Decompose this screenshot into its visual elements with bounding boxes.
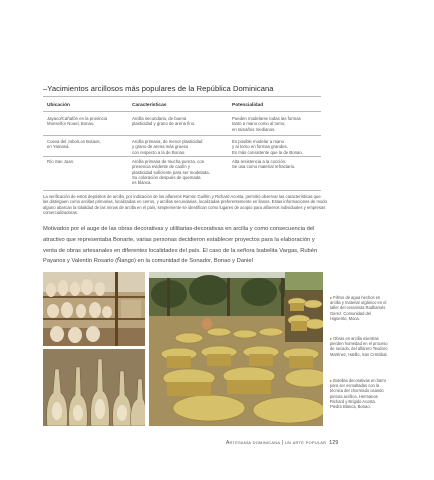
table-header-rule — [43, 111, 321, 112]
page-number: 129 — [329, 440, 339, 446]
photo-decorative-bottles — [43, 349, 145, 426]
table-row-rule — [43, 156, 321, 157]
table-footnote: La verificación de estos depósitos de arcilla, por indicación de los alfareros Ramón Guillén y Richard Acosta, permitió observar las características que las distinguen como arcillas primarias, localizadas en cerros, y arcillas secundarias, localizadas preferentemente en llanos. Estas informaciones de modo alguno abarcan la totalidad de las minas de arcilla en el país, simplemente se identifican como lugares de acopio para alfareros individuales y empresas comercializadoras. — [43, 194, 327, 216]
title-rule — [43, 96, 321, 97]
table-cell-potential: Pueden modelarse todas las formas tanto a mano como al torno, en tamaños medianos. — [232, 116, 301, 132]
section-title: –Yacimientos arcillosos más populares de la República Dominicana — [43, 84, 274, 93]
table-cell-location: Cueva del Jobo/Los Botaos, en Yamasá. — [47, 139, 101, 150]
page-footer — [226, 440, 338, 446]
table-cell-features: Arcilla primaria de mucha pureza, con presencia evidente de caolín y plasticidad suficiente para ser modelada. Su coloración después de quemada es blanca. — [132, 159, 210, 186]
footer-separator: | — [281, 440, 284, 446]
table-cell-potential: Alta resistencia a la cocción. Se usa como material refractario. — [232, 159, 296, 170]
photo-caption: ▸Botellas decorativas en barro para ser esmaltadas con la técnica del chorreado usando pintura acrílica. Hermanos Richard y Brígido Acosta. Piedra Blanca, Bonao. — [330, 378, 387, 410]
table-cell-features: Arcilla primaria, de menor plasticidad y grano de arena más grueso con respecto a la de Bonao. — [132, 139, 203, 155]
photo-drying-pots — [285, 272, 323, 342]
footer-subtitle: un arte popular — [284, 440, 327, 446]
photo-caption: ▸Obras en arcilla mientras pierden humedad en el proceso de secado, del alfarero Teodoro Martínez, Hatillo, San Cristóbal. — [330, 336, 388, 357]
table-row-rule — [43, 135, 321, 136]
table-header-potential: Potencialidad — [232, 103, 264, 108]
body-paragraph: Motivados por el auge de las obras decorativas y utilitarias-decorativas en arcilla y como consecuencia del atractivo que representaba Bonarte, varias personas decidieron establecer proyectos para la elaboración y venta de obras artesanales en diferentes localidades del país. El caso de la señora Isabelita Vargas, Rubén Payanos y Valentín Rosario (Ñango) en la comunidad de Sonador, Bonao y Daniel — [43, 226, 318, 265]
table-cell-features: Arcilla secundaria, de buena plasticidad y grano de arena fino. — [132, 116, 196, 127]
table-bottom-rule — [43, 190, 321, 191]
triangle-right-icon: ▸ — [330, 336, 333, 341]
table-header-features: Características — [132, 103, 167, 108]
table-cell-location: Jayaco/Cañafón en la provincia Monseñor Nouel, Bonao. — [47, 116, 107, 127]
footer-book-title: Artesanía dominicana — [226, 440, 281, 446]
table-cell-location: Río San Juan. — [47, 159, 75, 164]
table-header-location: Ubicación — [47, 103, 70, 108]
photo-drying-vessels — [43, 272, 145, 346]
photo-caption: ▸Filtros de agua hechos en arcilla y material orgánico en el taller del ceramista Radhamés Gerez. Comunidad del Higüerito, Moca. — [330, 295, 387, 321]
table-cell-potential: Es posible modelar a mano y al torno en formas grandes. Es más consistente que la de Bonao. — [232, 139, 303, 155]
triangle-right-icon: ▸ — [330, 295, 333, 300]
triangle-right-icon: ▸ — [330, 378, 333, 383]
